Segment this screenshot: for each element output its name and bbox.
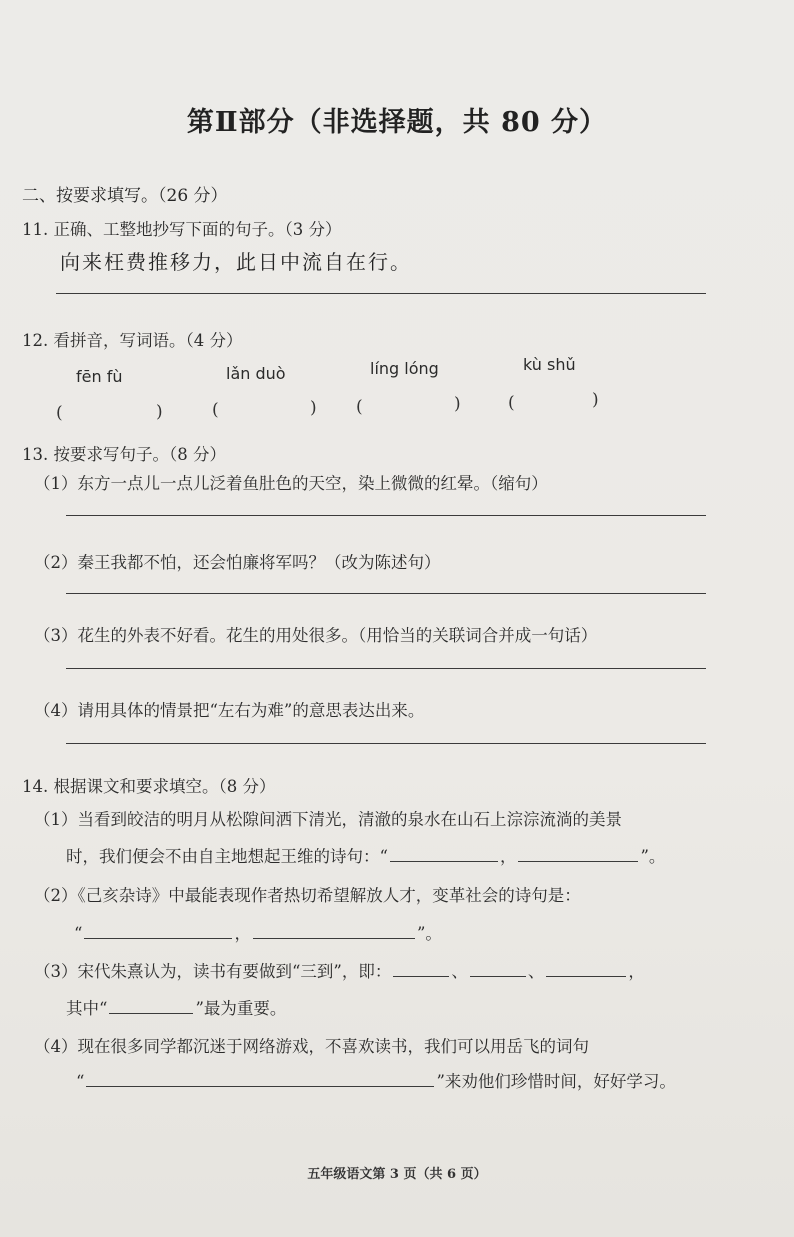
q14-blank-2[interactable]: [518, 860, 638, 862]
q14-item-1-text: 时，我们便会不由自主地想起王维的诗句：“: [66, 847, 388, 866]
q13-item-2: （2）秦王我都不怕，还会怕廉将军吗？（改为陈述句）: [34, 553, 441, 572]
answer-paren-open-1[interactable]: (: [56, 403, 63, 423]
answer-paren-close-2[interactable]: ): [310, 398, 317, 418]
q11-sentence: 向来枉费推移力，此日中流自在行。: [60, 250, 412, 274]
pinyin-2: lǎn duò: [226, 364, 286, 383]
close-quote: ”。: [640, 847, 666, 866]
q14-blank-3[interactable]: [84, 937, 232, 939]
q14-item-4-line-1: （4）现在很多同学都沉迷于网络游戏，不喜欢读书，我们可以用岳飞的词句: [34, 1037, 589, 1056]
q14-item-3-line-1: [34, 958, 645, 982]
q14-item-1-line-1: （1）当看到皎洁的明月从松隙间洒下清光，清澈的泉水在山石上淙淙流淌的美景: [34, 810, 622, 829]
close-quote: ”。: [416, 924, 442, 943]
q14-blank-1[interactable]: [390, 860, 498, 862]
q14-blank-8[interactable]: [109, 1012, 193, 1014]
q14-item-3-line-2: [66, 995, 286, 1019]
answer-paren-open-2[interactable]: (: [212, 400, 219, 420]
q14-item-3-line-2-pre: 其中“: [66, 999, 108, 1018]
dunhao: 、: [451, 962, 468, 981]
q14-item-2-line-1: （2）《己亥杂诗》中最能表现作者热切希望解放人才，变革社会的诗句是：: [34, 886, 581, 905]
answer-paren-close-4[interactable]: ): [592, 390, 599, 410]
q13-answer-line-1[interactable]: [66, 515, 706, 516]
q14-item-4-line-2: [76, 1068, 676, 1092]
q14-blank-6[interactable]: [470, 975, 526, 977]
q14-item-2-line-2: [74, 920, 442, 944]
page-title: 第Ⅱ部分（非选择题，共 80 分）: [186, 107, 608, 138]
page-footer: 五年级语文第 3 页（共 6 页）: [307, 1167, 487, 1182]
q13-answer-line-2[interactable]: [66, 593, 706, 594]
q13-answer-line-3[interactable]: [66, 668, 706, 669]
q14-blank-5[interactable]: [393, 975, 449, 977]
answer-paren-close-3[interactable]: ): [454, 394, 461, 414]
dunhao: 、: [527, 962, 545, 981]
q14-item-1-line-2: [66, 843, 665, 867]
open-quote: “: [76, 1072, 85, 1091]
answer-paren-close-1[interactable]: ): [156, 402, 163, 422]
q14-item-4-line-2-post: ”来劝他们珍惜时间，好好学习。: [436, 1072, 676, 1091]
q13-item-4: （4）请用具体的情景把“左右为难”的意思表达出来。: [34, 701, 425, 720]
q14-blank-7[interactable]: [546, 975, 626, 977]
pinyin-4: kù shǔ: [523, 355, 576, 374]
comma: ，: [234, 924, 251, 943]
q13-item-3: （3）花生的外表不好看。花生的用处很多。（用恰当的关联词合并成一句话）: [34, 626, 598, 645]
answer-paren-open-3[interactable]: (: [356, 397, 363, 417]
q13-answer-line-4[interactable]: [66, 743, 706, 744]
q14-blank-4[interactable]: [253, 937, 415, 939]
open-quote: “: [74, 924, 83, 943]
q11-prompt: 11. 正确、工整地抄写下面的句子。（3 分）: [22, 220, 342, 239]
q13-item-1: （1）东方一点儿一点儿泛着鱼肚色的天空，染上微微的红晕。（缩句）: [34, 474, 548, 493]
pinyin-3: líng lóng: [370, 359, 439, 378]
q12-prompt: 12. 看拼音，写词语。（4 分）: [22, 331, 243, 350]
comma: ，: [499, 847, 517, 866]
comma: ，: [628, 962, 645, 981]
q13-prompt: 13. 按要求写句子。（8 分）: [22, 445, 226, 464]
pinyin-1: fēn fù: [76, 367, 123, 386]
q11-answer-line[interactable]: [56, 293, 706, 294]
answer-paren-open-4[interactable]: (: [508, 393, 515, 413]
q14-item-3-line-2-post: ”最为重要。: [195, 999, 287, 1018]
q14-blank-9[interactable]: [86, 1085, 434, 1087]
q14-prompt: 14. 根据课文和要求填空。（8 分）: [22, 777, 276, 796]
section-heading: 二、按要求填写。（26 分）: [22, 186, 228, 206]
q14-item-3-text: （3）宋代朱熹认为，读书有要做到“三到”，即：: [34, 962, 392, 981]
